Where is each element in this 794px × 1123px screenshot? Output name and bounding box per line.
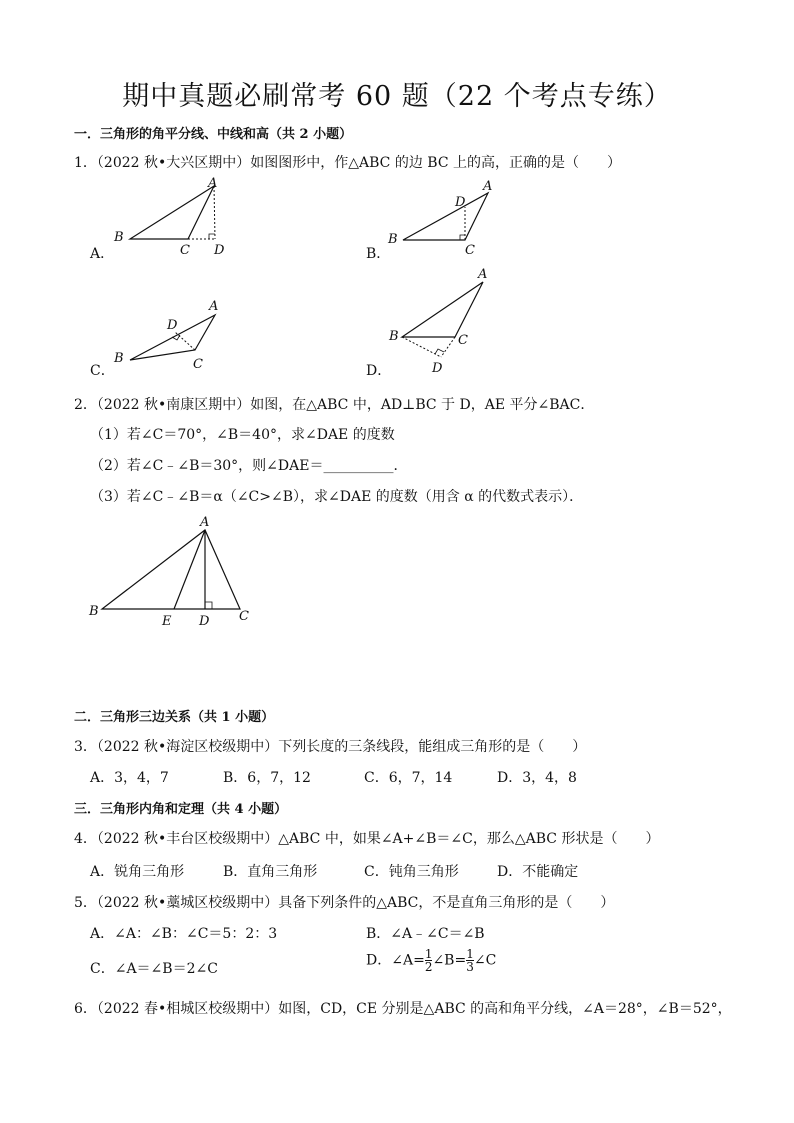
section-heading-2: 二．三角形三边关系（共 1 小题） (74, 710, 275, 725)
section-heading-1: 一．三角形的角平分线、中线和高（共 2 小题） (74, 127, 353, 142)
label-B: B (388, 232, 398, 247)
q1-option-a-label: A． (90, 246, 115, 262)
label-C: C (458, 333, 468, 348)
q1-figure-c (110, 295, 230, 375)
label-C: C (465, 243, 475, 258)
label-B: B (114, 351, 124, 366)
label-C: C (239, 609, 249, 624)
q4-option-a: A．锐角三角形 (90, 864, 185, 880)
q1-option-c-label: C． (90, 363, 115, 379)
label-D: D (455, 195, 466, 210)
question-4-stem: 4．（2022 秋•丰台区校级期中）△ABC 中，如果∠A+∠B＝∠C，那么△ABC 形状是（ ） (74, 831, 660, 847)
q1-option-b-label: B． (366, 246, 391, 262)
q2-figure (85, 512, 265, 632)
question-1-stem: 1．（2022 秋•大兴区期中）如图图形中，作△ABC 的边 BC 上的高，正确的是（ ） (74, 155, 621, 171)
question-5-stem: 5．（2022 秋•藁城区校级期中）具备下列条件的△ABC，不是直角三角形的是（ ） (74, 895, 615, 911)
question-3-stem: 3．（2022 秋•海淀区校级期中）下列长度的三条线段，能组成三角形的是（ ） (74, 739, 587, 755)
fraction-one-third: $\frac{1}{3}$ (466, 947, 474, 974)
question-2-part-2: （2）若∠C﹣∠B＝30°，则∠DAE＝__________． (90, 458, 408, 474)
label-D: D (214, 243, 225, 258)
q5-option-a: A．∠A：∠B：∠C＝5：2：3 (90, 926, 278, 942)
question-2-part-3: （3）若∠C﹣∠B＝α（∠C>∠B），求∠DAE 的度数（用含 α 的代数式表示）． (90, 489, 584, 505)
label-A: A (483, 179, 493, 194)
label-B: B (114, 230, 124, 245)
q4-option-c: C．钝角三角形 (364, 864, 459, 880)
q5-option-c: C．∠A＝∠B＝2∠C (90, 961, 218, 977)
section-heading-3: 三．三角形内角和定理（共 4 小题） (74, 802, 288, 817)
q3-option-c: C．6，7，14 (364, 770, 453, 786)
label-D: D (167, 318, 178, 333)
q1-option-d-label: D． (366, 363, 392, 379)
question-2-stem: 2．（2022 秋•南康区期中）如图，在△ABC 中，AD⊥BC 于 D，AE 平分∠BAC． (74, 397, 595, 413)
label-A: A (209, 299, 219, 314)
q3-option-d: D．3，4，8 (497, 770, 577, 786)
q5-option-b: B．∠A﹣∠C＝∠B (366, 926, 485, 942)
page-title: 期中真题必刷常考 60 题（22 个考点专练） (122, 81, 672, 112)
q1-figure-d (385, 265, 515, 375)
q1-figure-a (100, 170, 240, 260)
fraction-one-half: $\frac{1}{2}$ (424, 947, 433, 974)
label-D: D (199, 614, 210, 629)
q4-option-b: B．直角三角形 (223, 864, 318, 880)
label-A: A (478, 267, 488, 282)
label-C: C (180, 243, 190, 258)
q5-option-d-label: D． (366, 952, 392, 969)
label-A: A (208, 176, 218, 191)
q5-option-d: D．∠A= $\frac{1}{2}$ ∠B= $\frac{1}{3}$ ∠C (366, 947, 497, 974)
label-B: B (389, 329, 399, 344)
label-E: E (162, 614, 172, 629)
question-6-stem: 6．（2022 春•相城区校级期中）如图，CD，CE 分别是△ABC 的高和角平分线，∠A＝28°，∠B＝52°， (74, 1001, 732, 1017)
q1-figure-b (385, 175, 515, 260)
question-2-part-1: （1）若∠C＝70°，∠B＝40°，求∠DAE 的度数 (90, 427, 395, 443)
q4-option-d: D．不能确定 (497, 864, 579, 880)
label-C: C (193, 357, 203, 372)
q3-option-b: B．6，7，12 (223, 770, 311, 786)
label-A: A (200, 515, 210, 530)
q3-option-a: A．3，4，7 (90, 770, 169, 786)
label-D: D (432, 361, 443, 376)
label-B: B (89, 604, 99, 619)
